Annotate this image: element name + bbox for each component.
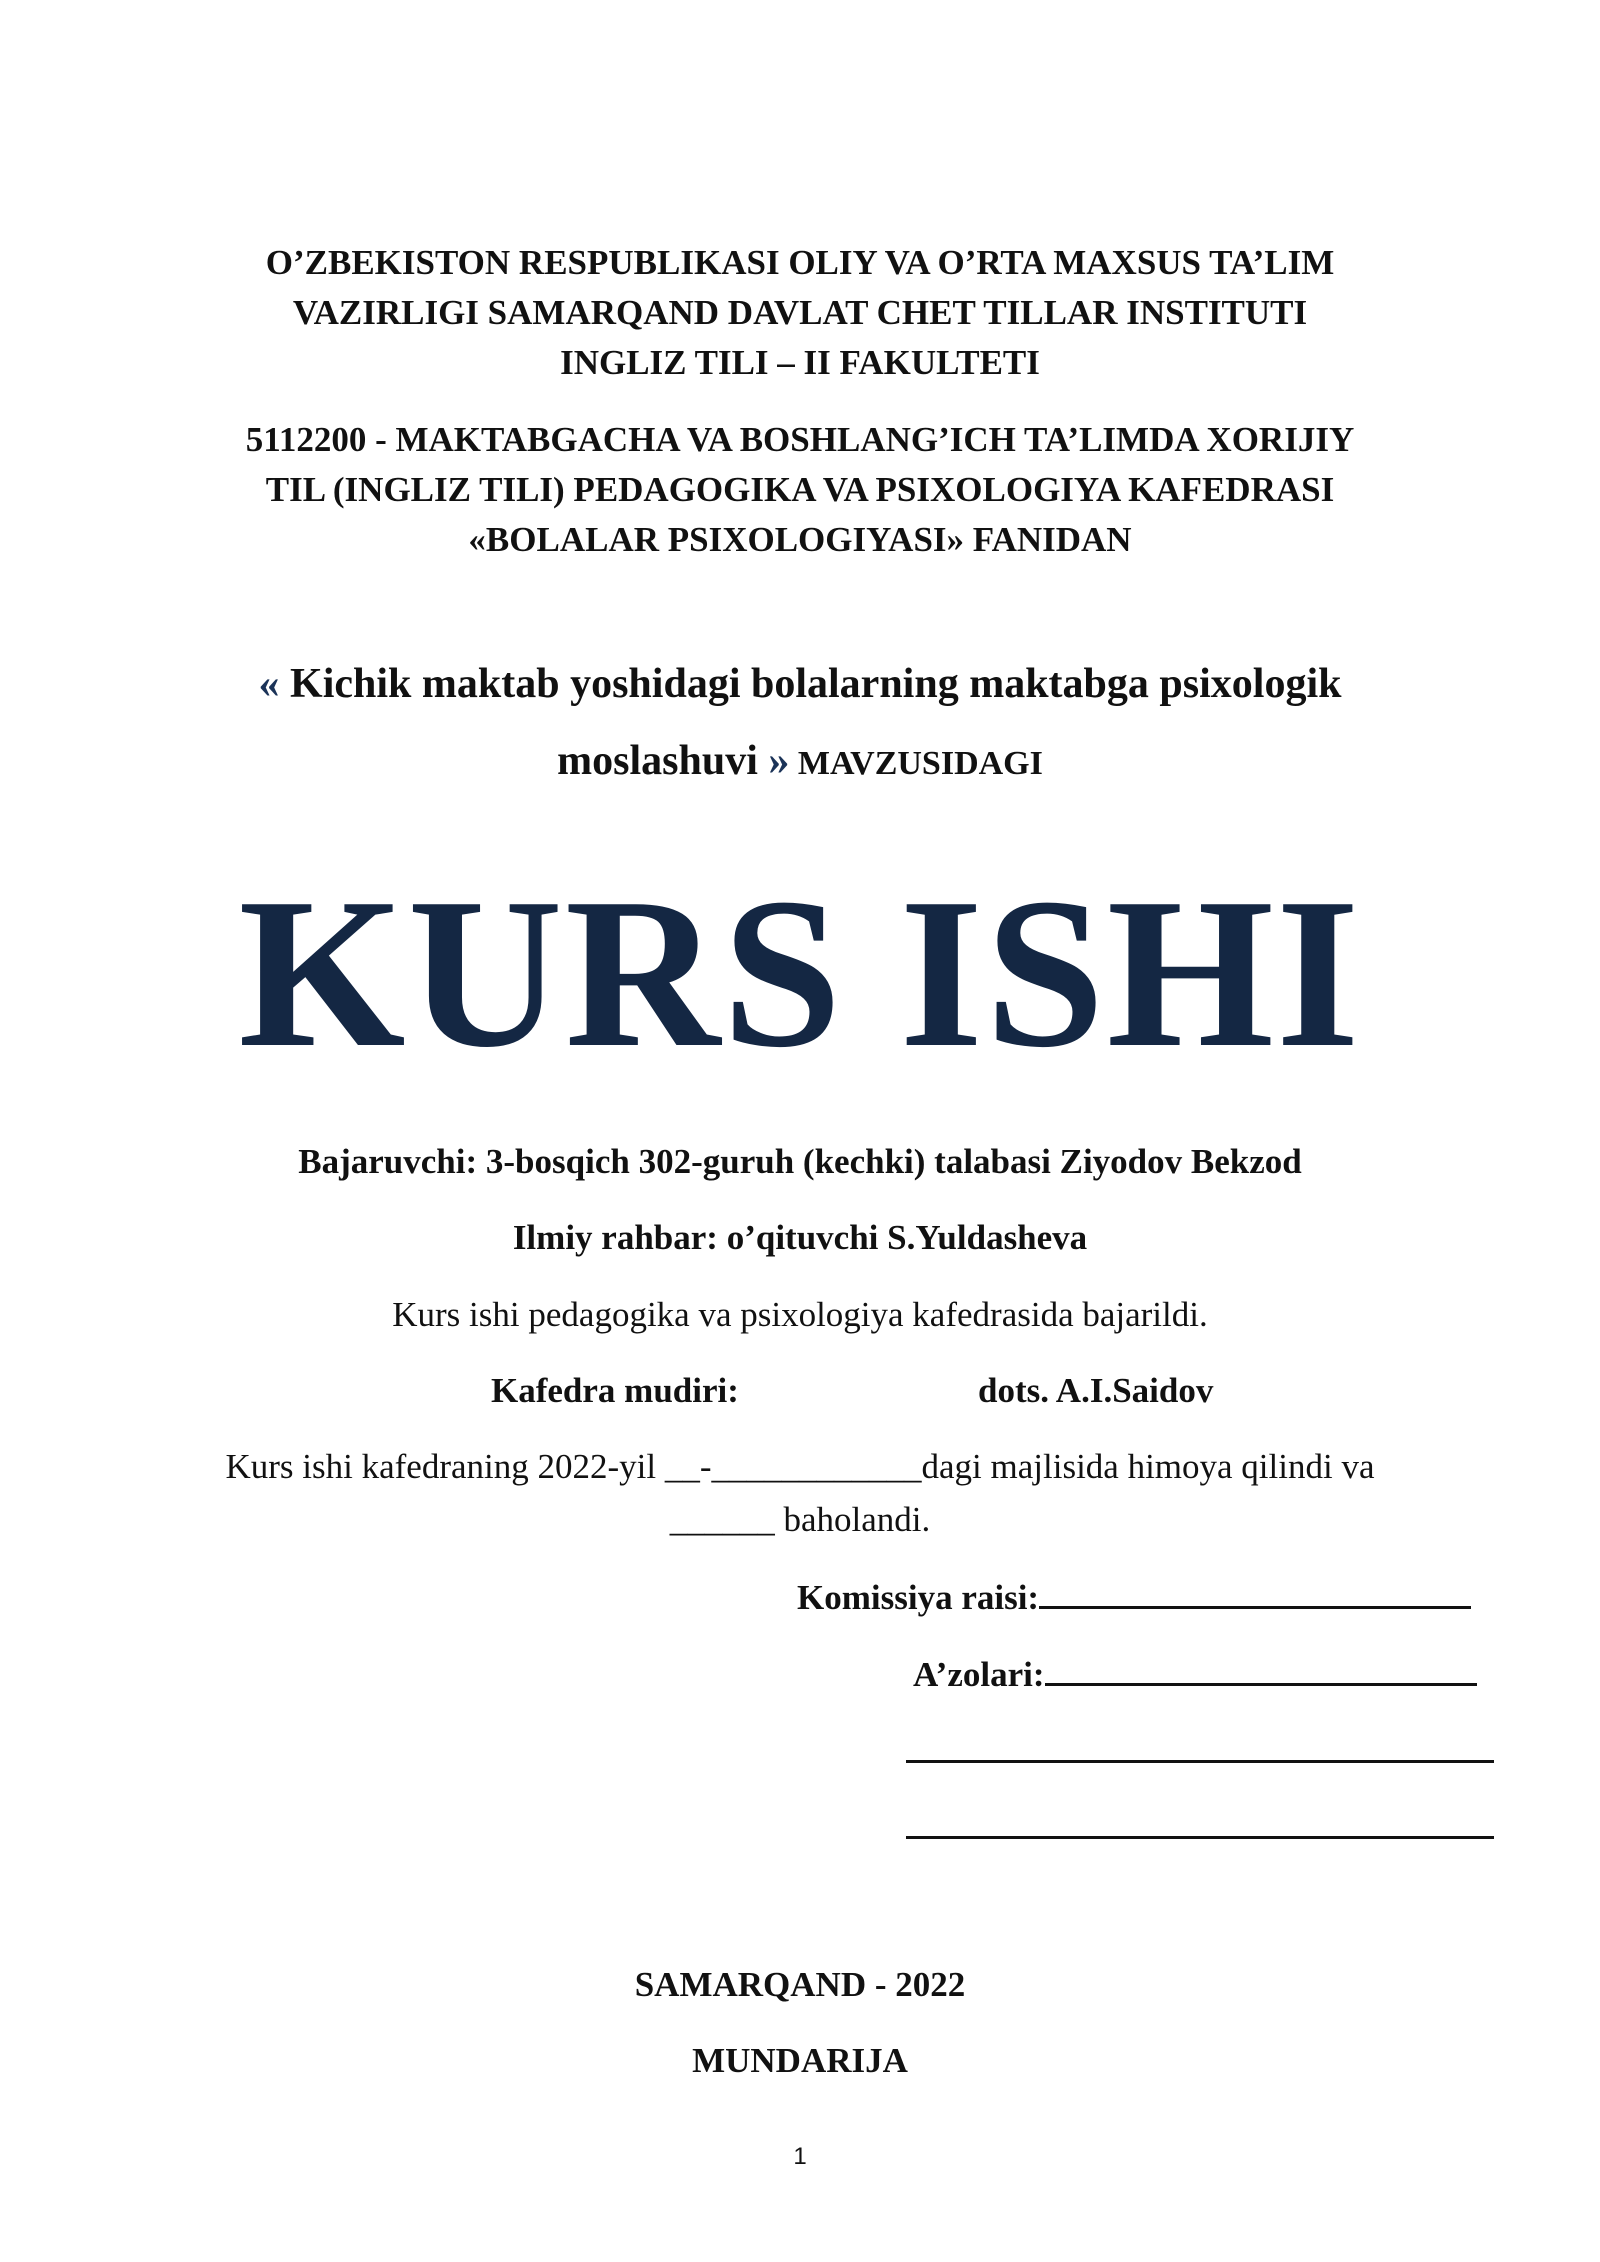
commission-member-blank-3 xyxy=(906,1832,1494,1839)
head-of-department-name: dots. A.I.Saidov xyxy=(978,1371,1214,1410)
commission-chair-label: Komissiya raisi: xyxy=(797,1578,1040,1617)
topic-text-2: moslashuvi xyxy=(557,738,758,784)
head-of-department-label: Kafedra mudiri: xyxy=(491,1371,739,1410)
open-quote: « xyxy=(258,661,280,707)
commission-members-row xyxy=(913,1655,1477,1695)
ministry-line-1: O’ZBEKISTON RESPUBLIKASI OLIY VA O’RTA MAXSUS TA’LIM xyxy=(265,243,1335,282)
document-title: KURS ISHI xyxy=(238,853,1362,1092)
defense-note-line-1: Kurs ishi kafedraning 2022-yil __-____________dagi majlisida himoya qilindi va xyxy=(225,1447,1375,1486)
completed-note: Kurs ishi pedagogika va psixologiya kafedrasida bajarildi. xyxy=(392,1295,1208,1334)
commission-member-blank-2 xyxy=(906,1756,1494,1763)
subject-line: «BOLALAR PSIXOLOGIYASI» FANIDAN xyxy=(468,520,1132,559)
commission-members-label: A’zolari: xyxy=(913,1655,1045,1694)
topic-suffix: MAVZUSIDAGI xyxy=(789,745,1043,782)
department-line-2: TIL (INGLIZ TILI) PEDAGOGIKA VA PSIXOLOGIYA KAFEDRASI xyxy=(265,470,1335,509)
commission-member-row-3 xyxy=(906,1808,1494,1848)
topic-text-1: Kichik maktab yoshidagi bolalarning maktabga psixologik xyxy=(279,661,1342,707)
city-year: SAMARQAND - 2022 xyxy=(634,1965,966,2004)
commission-chair-row xyxy=(797,1578,1471,1618)
performer-line: Bajaruvchi: 3-bosqich 302-guruh (kechki) talabasi Ziyodov Bekzod xyxy=(298,1142,1302,1181)
commission-member-row-2 xyxy=(906,1732,1494,1772)
contents-title: MUNDARIJA xyxy=(692,2041,908,2080)
topic-line-1 xyxy=(0,660,1600,708)
page-number: 1 xyxy=(793,2143,807,2170)
close-quote: » xyxy=(757,738,790,784)
topic-line-2 xyxy=(0,737,1600,785)
supervisor-line: Ilmiy rahbar: o’qituvchi S.Yuldasheva xyxy=(512,1218,1088,1257)
faculty-line: INGLIZ TILI – II FAKULTETI xyxy=(560,343,1040,382)
department-line-1: 5112200 - MAKTABGACHA VA BOSHLANG’ICH TA’LIMDA XORIJIY xyxy=(245,420,1355,459)
ministry-line-2: VAZIRLIGI SAMARQAND DAVLAT CHET TILLAR INSTITUTI xyxy=(292,293,1308,332)
commission-chair-blank xyxy=(1039,1602,1471,1609)
commission-member-blank-1 xyxy=(1045,1679,1477,1686)
defense-note-line-2: ______ baholandi. xyxy=(669,1500,931,1539)
